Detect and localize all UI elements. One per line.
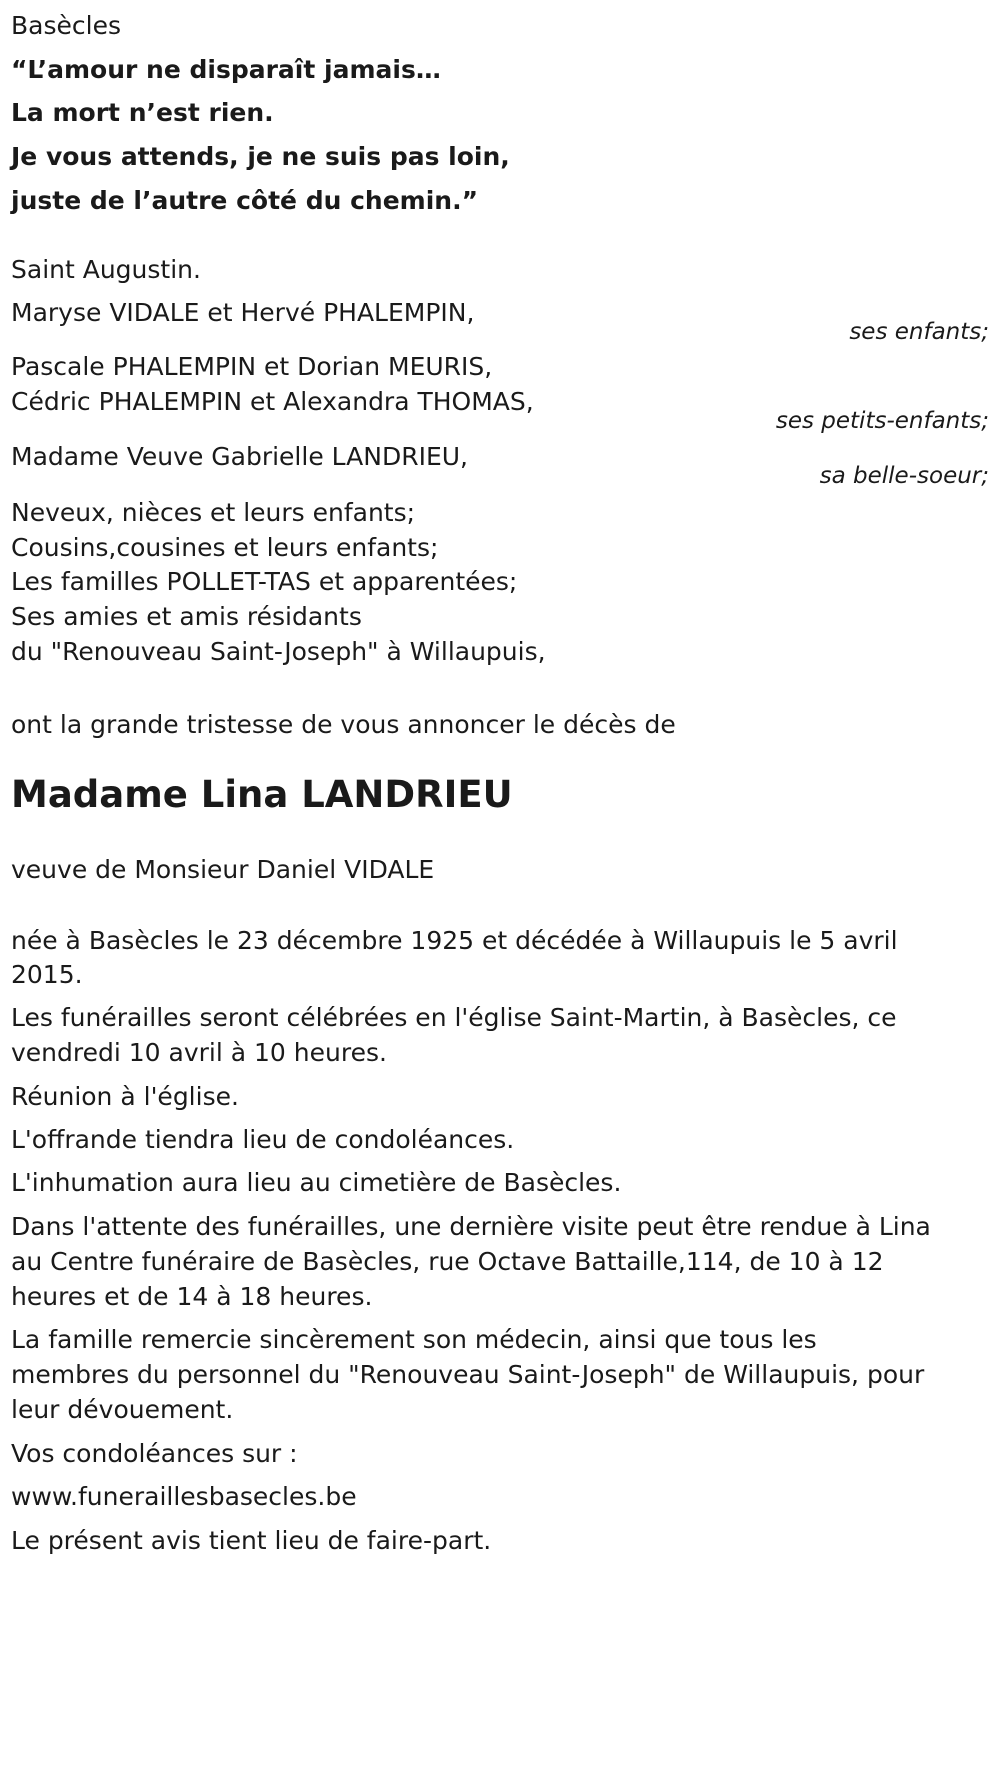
sister-in-law-role: sa belle-soeur; [819,463,989,489]
burial-info: L'inhumation aura lieu au cimetière de Basècles. [11,1168,622,1197]
paragraph-line: La famille remercie sincèrement son médecin, ainsi que tous les [11,1325,817,1354]
quote-line: La mort n’est rien. [11,98,274,127]
paragraph-line: 2015. [11,960,83,989]
announcement-intro: ont la grande tristesse de vous annoncer le décès de [11,710,676,739]
sister-in-law-name: Madame Veuve Gabrielle LANDRIEU, [11,442,468,471]
paragraph-line: leur dévouement. [11,1395,234,1424]
quote-line: Je vous attends, je ne suis pas loin, [11,142,510,171]
grandchild-name: Cédric PHALEMPIN et Alexandra THOMAS, [11,387,534,416]
grandchild-name: Pascale PHALEMPIN et Dorian MEURIS, [11,352,493,381]
paragraph-line: Dans l'attente des funérailles, une dernière visite peut être rendue à Lina [11,1212,931,1241]
closing-note: Le présent avis tient lieu de faire-part. [11,1526,492,1555]
quote-line: “L’amour ne disparaît jamais… [11,55,441,84]
website-link[interactable]: www.funeraillesbasecles.be [11,1482,357,1511]
paragraph-line: heures et de 14 à 18 heures. [11,1282,373,1311]
location: Basècles [11,11,121,40]
meeting-info: Réunion à l'église. [11,1082,239,1111]
relatives-line: Ses amies et amis résidants [11,602,362,631]
relatives-line: Cousins,cousines et leurs enfants; [11,533,439,562]
condolences-label: Vos condoléances sur : [11,1439,298,1468]
grandchildren-role: ses petits-enfants; [775,408,989,434]
paragraph-line: au Centre funéraire de Basècles, rue Octave Battaille,114, de 10 à 12 [11,1247,884,1276]
paragraph-line: vendredi 10 avril à 10 heures. [11,1038,387,1067]
paragraph-line: Les funérailles seront célébrées en l'église Saint-Martin, à Basècles, ce [11,1003,897,1032]
quote-author: Saint Augustin. [11,255,201,284]
children-names: Maryse VIDALE et Hervé PHALEMPIN, [11,298,475,327]
relatives-line: Les familles POLLET-TAS et apparentées; [11,567,518,596]
quote-line: juste de l’autre côté du chemin.” [11,186,479,215]
paragraph-line: membres du personnel du "Renouveau Saint-Joseph" de Willaupuis, pour [11,1360,925,1389]
deceased-name: Madame Lina LANDRIEU [11,773,513,816]
paragraph-line: née à Basècles le 23 décembre 1925 et décédée à Willaupuis le 5 avril [11,926,898,955]
relatives-line: Neveux, nièces et leurs enfants; [11,498,416,527]
relatives-line: du "Renouveau Saint-Joseph" à Willaupuis, [11,637,546,666]
children-role: ses enfants; [849,319,989,345]
widow-of: veuve de Monsieur Daniel VIDALE [11,855,435,884]
offering-info: L'offrande tiendra lieu de condoléances. [11,1125,515,1154]
